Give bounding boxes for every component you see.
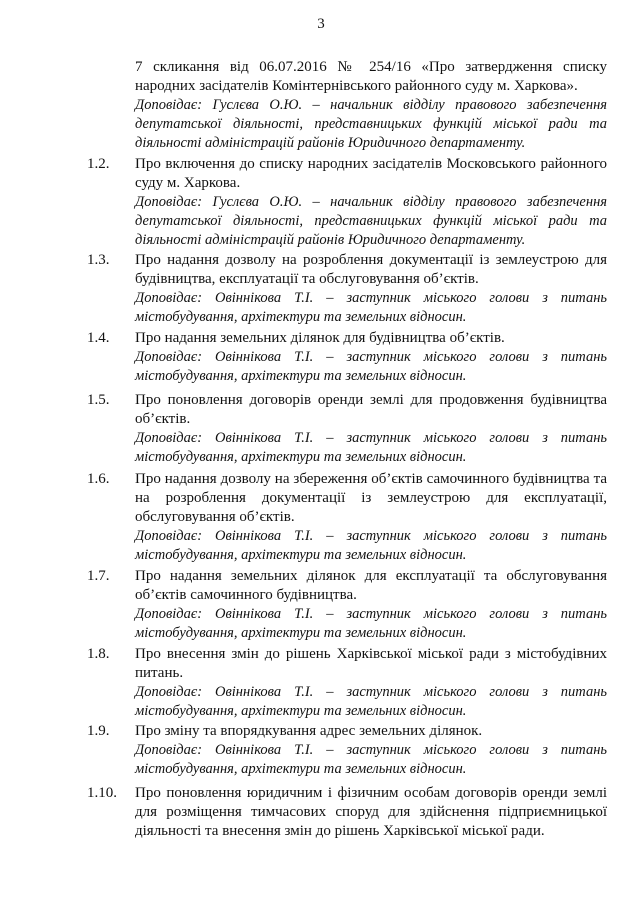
item-text: Про поновлення юридичним і фізичним особам договорів оренди землі для розміщення тимчасових споруд для здійснення підприємницької діяльності та внесення змін до рішень Харківської міської ради. <box>135 785 607 839</box>
item-body <box>135 722 607 779</box>
item-number: 1.4. <box>87 330 110 346</box>
item-text: Про надання земельних ділянок для будівництва об’єктів. <box>135 330 505 346</box>
page-number: 3 <box>317 16 325 32</box>
item-text: 7 скликання від 06.07.2016 № 254/16 «Про затвердження списку народних засідателів Комінтернівського районного суду м. Харкова». <box>135 59 607 94</box>
item-body <box>135 155 607 250</box>
item-speaker: Доповідає: Овіннікова Т.І. – заступник міського голови з питань містобудування, архітектури та земельних відносин. <box>135 742 607 777</box>
item-speaker: Доповідає: Овіннікова Т.І. – заступник міського голови з питань містобудування, архітектури та земельних відносин. <box>135 606 607 641</box>
item-speaker: Доповідає: Овіннікова Т.І. – заступник міського голови з питань містобудування, архітектури та земельних відносин. <box>135 290 607 325</box>
item-body <box>135 58 607 153</box>
item-number: 1.9. <box>87 723 110 739</box>
item-number: 1.10. <box>87 785 117 801</box>
item-number: 1.8. <box>87 646 110 662</box>
item-text: Про включення до списку народних засідателів Московського районного суду м. Харкова. <box>135 156 607 191</box>
item-speaker: Доповідає: Гуслєва О.Ю. – начальник відділу правового забезпечення депутатської діяльності, представницьких функцій міської ради та діяльності адміністрацій районів Юридичного департаменту. <box>135 97 607 151</box>
item-number: 1.6. <box>87 471 110 487</box>
item-body <box>135 251 607 327</box>
item-number: 1.3. <box>87 252 110 268</box>
item-speaker: Доповідає: Овіннікова Т.І. – заступник міського голови з питань містобудування, архітектури та земельних відносин. <box>135 430 607 465</box>
item-speaker: Доповідає: Овіннікова Т.І. – заступник міського голови з питань містобудування, архітектури та земельних відносин. <box>135 528 607 563</box>
item-body <box>135 470 607 565</box>
item-body <box>135 784 607 841</box>
item-speaker: Доповідає: Овіннікова Т.І. – заступник міського голови з питань містобудування, архітектури та земельних відносин. <box>135 684 607 719</box>
item-speaker: Доповідає: Гуслєва О.Ю. – начальник відділу правового забезпечення депутатської діяльності, представницьких функцій міської ради та діяльності адміністрацій районів Юридичного департаменту. <box>135 194 607 248</box>
item-speaker: Доповідає: Овіннікова Т.І. – заступник міського голови з питань містобудування, архітектури та земельних відносин. <box>135 349 607 384</box>
item-body <box>135 329 607 386</box>
item-text: Про внесення змін до рішень Харківської міської ради з містобудівних питань. <box>135 646 607 681</box>
item-number: 1.7. <box>87 568 110 584</box>
item-text: Про надання дозволу на розроблення документації із землеустрою для будівництва, експлуатації та обслуговування об’єктів. <box>135 252 607 287</box>
item-body <box>135 645 607 721</box>
item-text: Про зміну та впорядкування адрес земельних ділянок. <box>135 723 483 739</box>
item-body <box>135 391 607 467</box>
item-text: Про поновлення договорів оренди землі для продовження будівництва об’єктів. <box>135 392 607 427</box>
item-text: Про надання дозволу на збереження об’єктів самочинного будівництва та на розроблення документації із землеустрою для експлуатації, обслуговування об’єктів. <box>135 471 607 525</box>
item-number: 1.5. <box>87 392 110 408</box>
item-body <box>135 567 607 643</box>
item-text: Про надання земельних ділянок для експлуатації та обслуговування об’єктів самочинного будівництва. <box>135 568 607 603</box>
item-number: 1.2. <box>87 156 110 172</box>
